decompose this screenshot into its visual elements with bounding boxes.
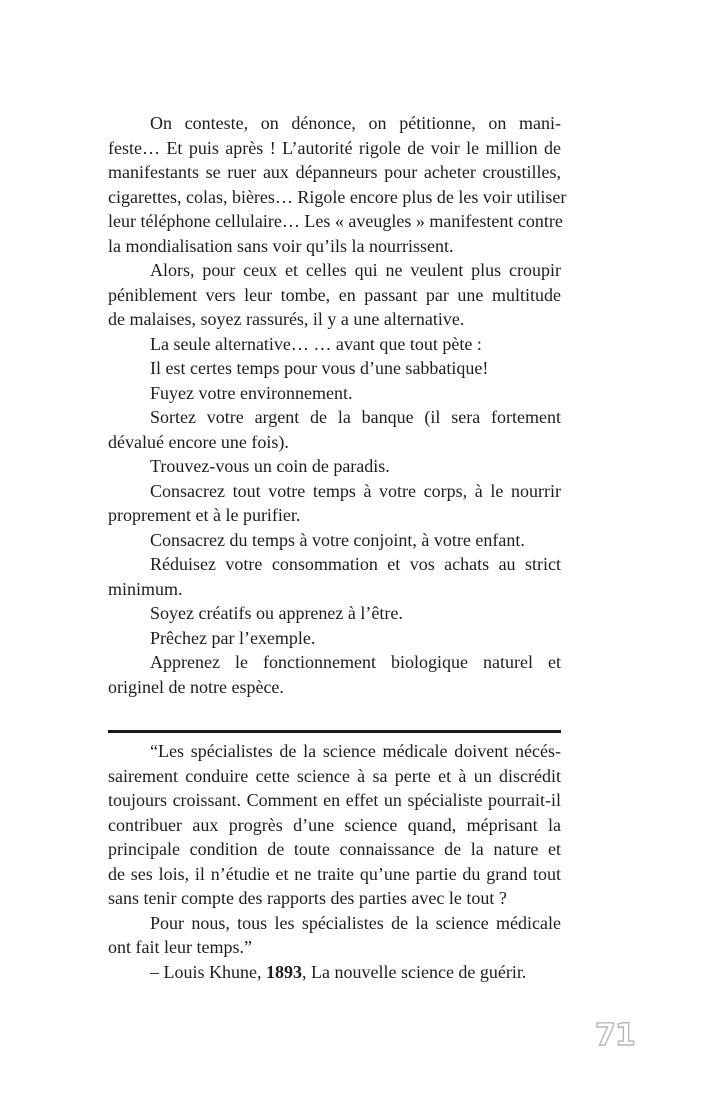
quote-line: sans tenir compte des rapports des parties avec le tout ? [108,888,507,908]
text-line: de malaises, soyez rassurés, il y a une alternative. [108,309,465,329]
text-line: Trouvez-vous un coin de paradis. [150,456,390,476]
text-line: Il est certes temps pour vous d’une sabbatique! [150,358,489,378]
quote-line: toujours croissant. Comment en effet un spécialiste pourrait-il [108,790,561,810]
text-line: Sortez votre argent de la banque (il sera fortement [150,407,561,427]
text-line: leur téléphone cellulaire… Les « aveugles » manifestent contre [108,211,563,231]
quote-line: principale condition de toute connaissance de la nature et [108,839,561,859]
text-line: Consacrez tout votre temps à votre corps, à le nourrir [150,480,561,501]
text-line: la mondialisation sans voir qu’ils la nourrissent. [108,235,454,256]
quote-line: “Les spécialistes de la science médicale doivent nécés- [150,741,561,761]
text-line: dévalué encore une fois). [108,431,289,452]
quote-line: sairement conduire cette science à sa perte et à un discrédit [108,765,561,786]
text-line: originel de notre espèce. [108,676,284,697]
text-line: Apprenez le fonctionnement biologique naturel et [150,652,561,672]
text-line: Consacrez du temps à votre conjoint, à votre enfant. [150,529,525,550]
text-line: Prêchez par l’exemple. [150,627,316,648]
quote-line: de ses lois, il n’étudie et ne traite qu’une partie du grand tout [108,863,561,884]
quote-line: ont fait leur temps.” [108,937,252,957]
text-line: On conteste, on dénonce, on pétitionne, on mani- [150,113,561,133]
text-line: La seule alternative… … avant que tout pète : [150,333,482,354]
text-line: péniblement vers leur tombe, en passant par une multitude [108,284,561,305]
text-line: feste… Et puis après ! L’autorité rigole de voir le million de [108,137,561,158]
text-line: proprement et à le purifier. [108,505,301,525]
quote-attribution [108,960,561,985]
attribution-title: , La nouvelle science de guérir. [302,961,527,982]
attribution-year: 1893 [266,961,302,982]
divider-rule [108,730,561,733]
quote-block [108,739,561,984]
text-line: Fuyez votre environnement. [150,382,353,403]
quote-line: contribuer aux progrès d’une science quand, méprisant la [108,814,561,835]
text-line: manifestants se ruer aux dépanneurs pour acheter croustilles, [108,162,561,182]
text-line: Alors, pour ceux et celles qui ne veulent plus croupir [150,260,561,280]
attribution-author: – Louis Khune, [150,961,266,982]
page-number: 71 [595,1018,635,1053]
text-line: minimum. [108,578,183,599]
quote-line: Pour nous, tous les spécialistes de la science médicale [150,912,561,933]
text-line: Réduisez votre consommation et vos achats au strict [150,554,561,574]
body-text [108,111,567,699]
text-line: Soyez créatifs ou apprenez à l’être. [150,603,403,623]
text-line: cigarettes, colas, bières… Rigole encore plus de les voir utiliser [108,186,567,207]
